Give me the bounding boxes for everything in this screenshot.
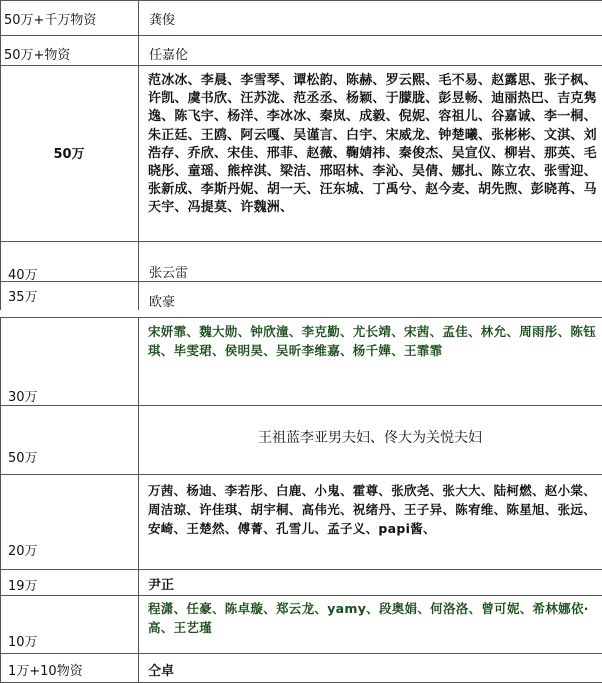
amount-label: 20万 <box>8 544 38 559</box>
names-cell <box>138 35 602 65</box>
donor-names: 龚俊 <box>149 13 176 28</box>
table-row <box>0 241 602 281</box>
amount-label: 35万 <box>8 290 38 305</box>
amount-label: 50万 <box>8 451 38 466</box>
names-cell <box>138 569 602 595</box>
amount-cell <box>0 317 138 405</box>
table-row <box>0 653 602 682</box>
donor-names: 欧豪 <box>149 295 176 310</box>
donor-names: 尹正 <box>148 578 175 593</box>
table-row <box>0 317 602 405</box>
names-cell <box>138 653 602 682</box>
donation-table-top <box>0 0 602 310</box>
table-row <box>0 569 602 595</box>
amount-label: 40万 <box>8 268 38 283</box>
donor-names: 仝卓 <box>148 664 175 679</box>
amount-label: 50万+千万物资 <box>4 13 97 28</box>
amount-label: 50万 <box>53 147 85 162</box>
amount-cell <box>0 595 138 653</box>
names-cell <box>138 405 602 474</box>
amount-cell <box>0 241 138 281</box>
donor-names: 王祖蓝李亚男夫妇、佟大为关悦夫妇 <box>258 430 482 446</box>
names-cell <box>138 474 602 569</box>
table-row <box>0 0 602 35</box>
names-cell <box>138 317 602 405</box>
donor-names: 宋妍霏、魏大勋、钟欣潼、李克勤、尤长靖、宋茜、孟佳、林允、周雨彤、陈钰琪、毕雯珺、侯明昊、吴昕李维嘉、杨千嬅、王霏霏 <box>148 324 597 358</box>
names-cell <box>138 595 602 653</box>
amount-label: 10万 <box>8 635 38 650</box>
donor-names: 张云雷 <box>149 266 189 281</box>
names-cell <box>138 65 602 241</box>
table-row <box>0 474 602 569</box>
amount-cell <box>0 0 138 35</box>
names-cell <box>138 241 602 281</box>
names-cell <box>138 281 602 310</box>
amount-cell <box>0 65 138 241</box>
table-row <box>0 65 602 241</box>
amount-cell <box>0 653 138 682</box>
table-row <box>0 35 602 65</box>
names-cell <box>138 0 602 35</box>
table-row <box>0 281 602 310</box>
amount-cell <box>0 35 138 65</box>
donor-names: 任嘉伦 <box>149 48 189 63</box>
amount-cell <box>0 474 138 569</box>
donation-table-bottom <box>0 317 602 683</box>
donor-names: 范冰冰、李晨、李雪琴、谭松韵、陈赫、罗云熙、毛不易、赵露思、张子枫、许凯、虞书欣、汪苏泷、范丞丞、杨颖、于朦胧、彭昱畅、迪丽热巴、吉克隽逸、陈飞宇、杨洋、李冰冰、秦岚、成毅、倪妮、容祖儿、谷嘉诚、李一桐、朱正廷、王鸥、阿云嘎、吴谨言、白宇、宋威龙、钟楚曦、张彬彬、文淇、刘浩存、乔欣、宋佳、邢菲、赵薇、鞠婧祎、秦俊杰、吴宣仪、柳岩、那英、毛晓彤、童瑶、熊梓淇、梁洁、邢昭林、李沁、吴倩、娜扎、陈立农、张雪迎、张新成、李斯丹妮、胡一天、汪东城、丁禹兮、赵今麦、胡先煦、彭晓苒、马天宇、冯提莫、许魏洲、 <box>148 73 597 216</box>
table-row <box>0 595 602 653</box>
table-row <box>0 405 602 474</box>
amount-label: 19万 <box>8 579 38 594</box>
amount-cell <box>0 405 138 474</box>
amount-label: 50万+物资 <box>4 48 71 63</box>
amount-label: 1万+10物资 <box>8 664 83 679</box>
donor-names: 程潇、任豪、陈卓璇、郑云龙、yamy、段奥娟、何洛洛、曾可妮、希林娜依·高、王艺瑾 <box>148 601 589 635</box>
amount-cell <box>0 281 138 310</box>
donor-names: 万茜、杨迪、李若彤、白鹿、小鬼、霍尊、张欣尧、张大大、陆柯燃、赵小棠、周洁琼、许佳琪、胡宇桐、高伟光、祝绪丹、王子异、陈宥维、陈星旭、张远、安崎、王楚然、傅菁、孔雪儿、孟子义、papi酱、 <box>148 483 597 536</box>
amount-label: 30万 <box>8 390 38 405</box>
amount-cell <box>0 569 138 595</box>
